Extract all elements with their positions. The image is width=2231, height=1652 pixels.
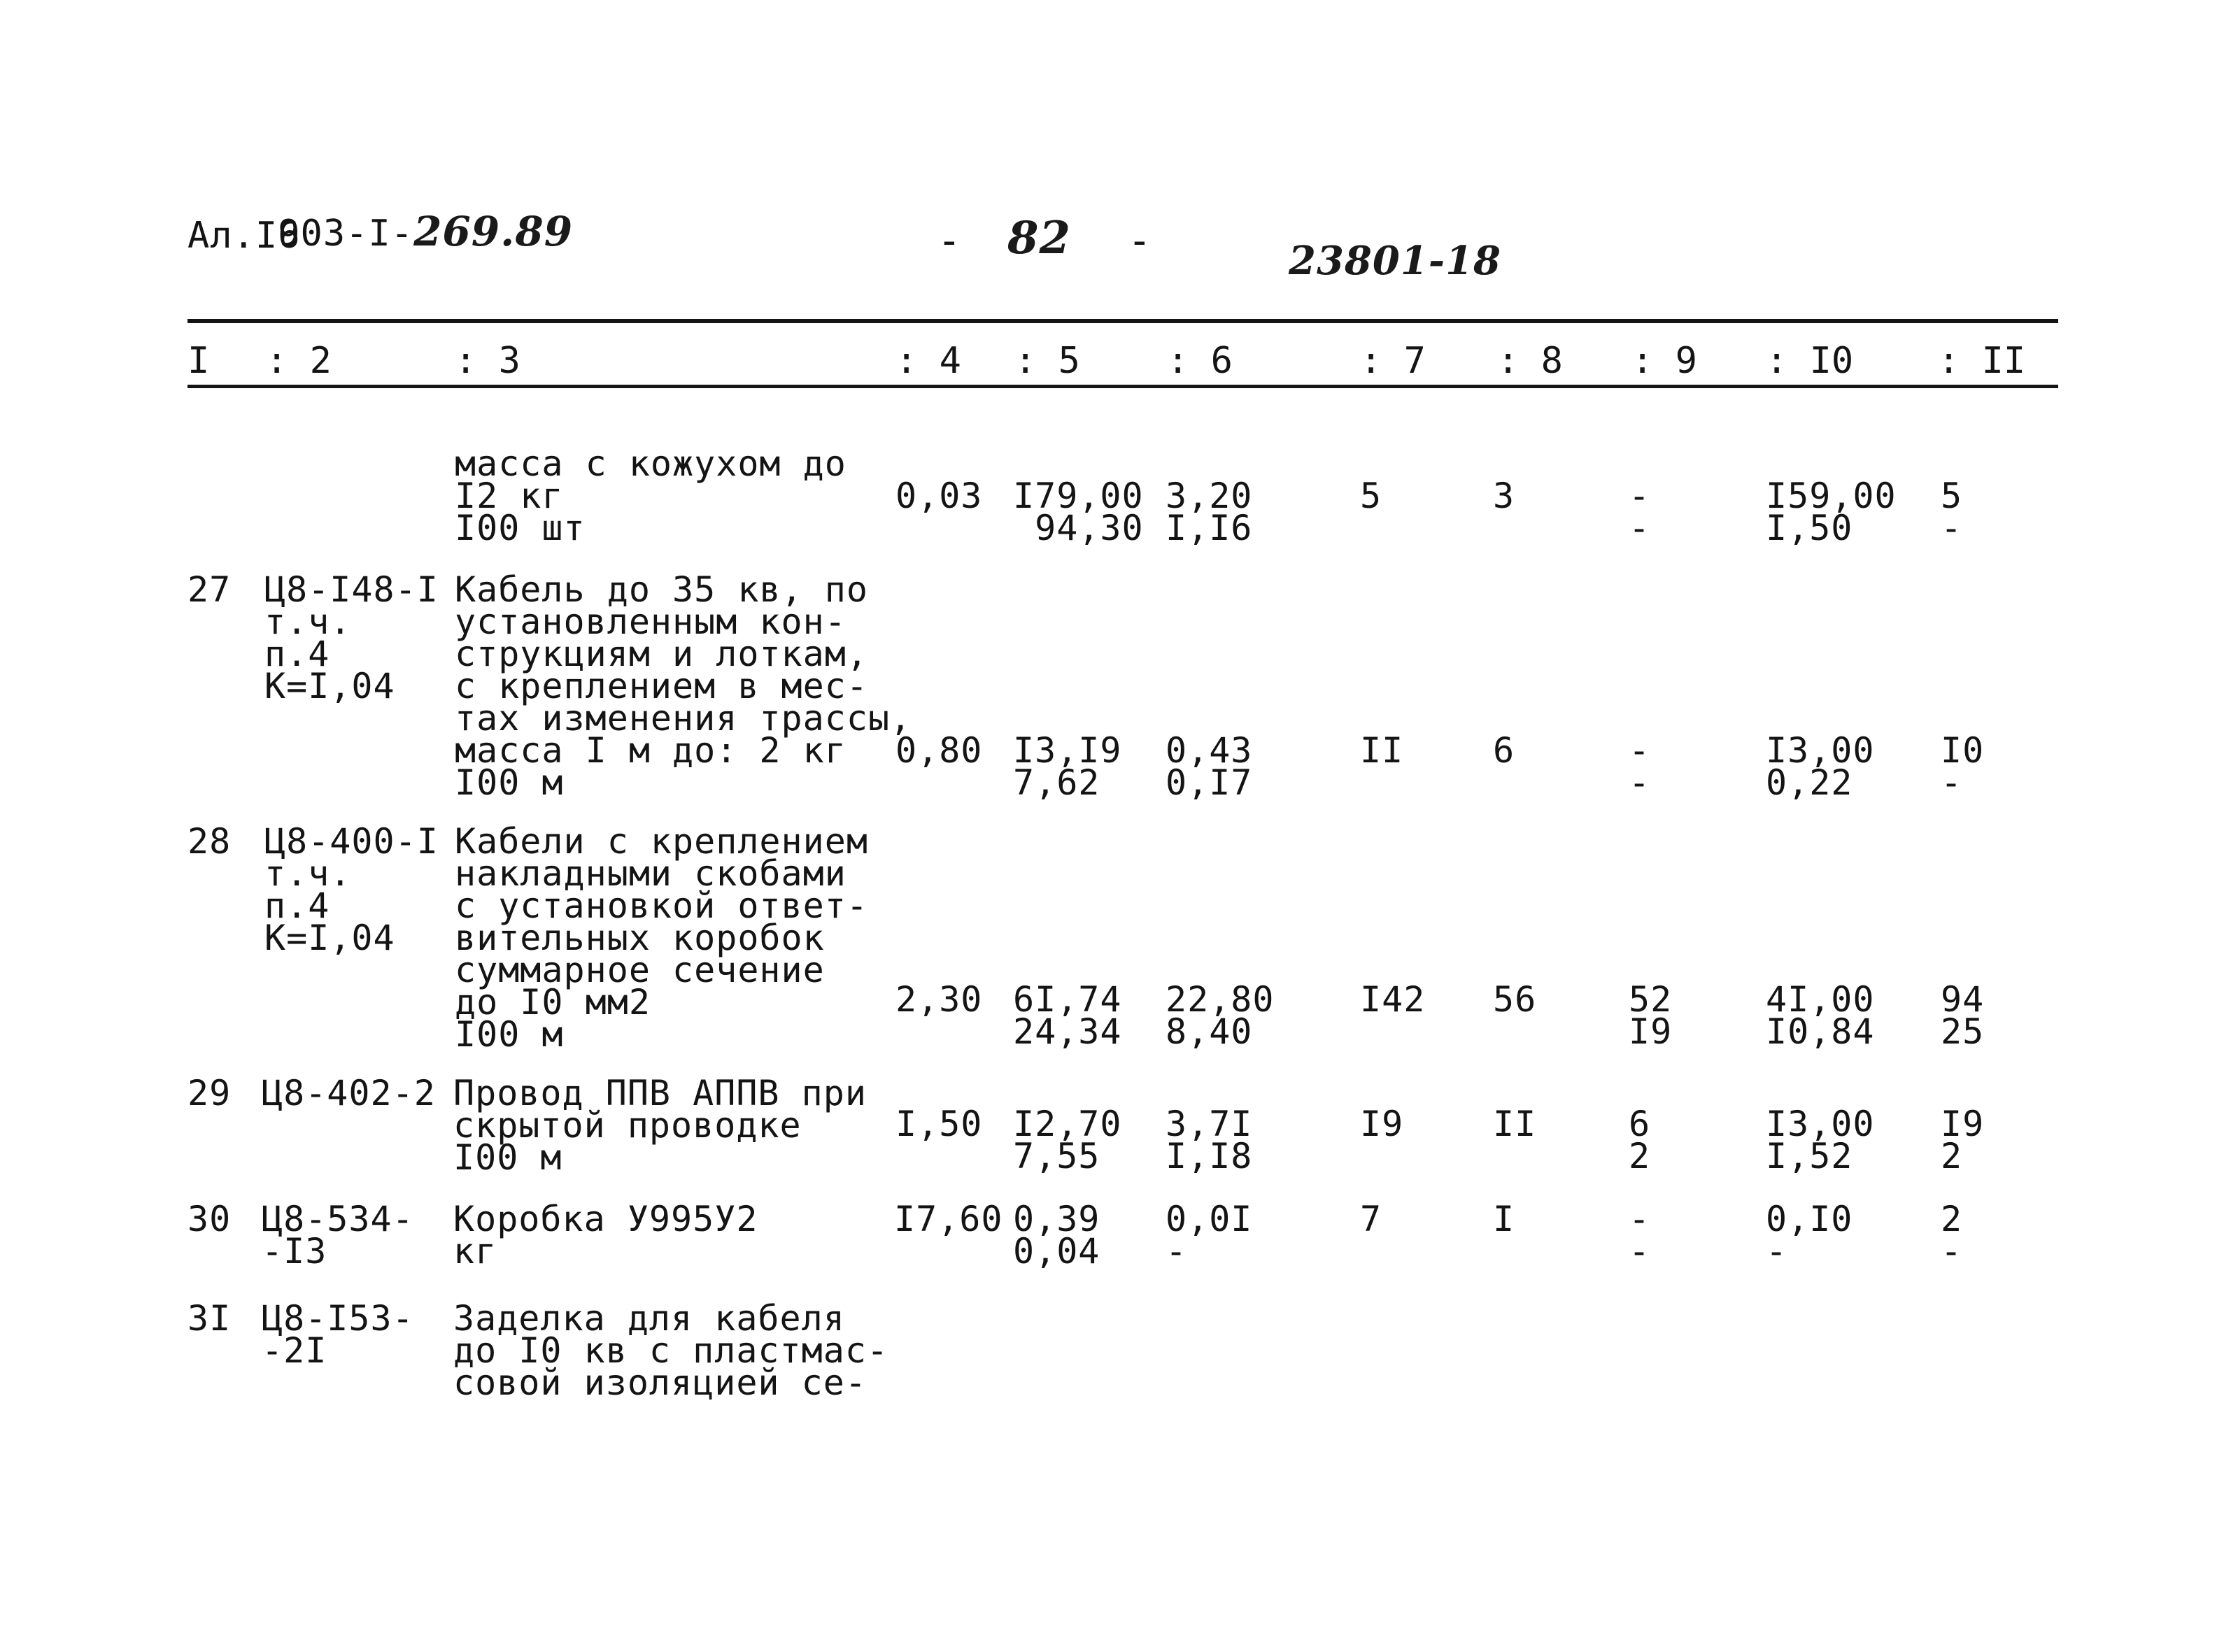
- cell-value: I9: [1629, 1011, 1673, 1052]
- cell-value: I9: [1941, 1104, 1985, 1144]
- cell-value: I59,00: [1766, 476, 1897, 516]
- cell-value: 2: [1941, 1136, 1963, 1176]
- row-number: 28: [187, 821, 232, 862]
- cell-value: -: [1629, 730, 1651, 771]
- col-header-5: : 5: [1014, 340, 1080, 382]
- cell-value: 6I,74: [1013, 979, 1122, 1020]
- cell-value: -: [1629, 508, 1651, 548]
- code-line: Ц8-I53-: [262, 1298, 414, 1339]
- col-header-2: : 2: [266, 340, 332, 382]
- description-line: с установкой ответ-: [455, 885, 868, 926]
- code-line: Ц8-400-I: [264, 821, 439, 862]
- cell-col-4: 0,03: [895, 476, 983, 516]
- cell-col-8: I: [1493, 1199, 1515, 1239]
- cell-col-6: [1166, 1104, 1253, 1176]
- cell-col-10: [1766, 979, 1875, 1052]
- description-line: с креплением в мес-: [455, 666, 868, 706]
- cell-value: -: [1629, 476, 1651, 516]
- code-line: -I3: [262, 1231, 327, 1272]
- cell-col-7: II: [1360, 730, 1404, 771]
- row-code: [262, 1298, 414, 1371]
- cell-value: 25: [1941, 1011, 1985, 1052]
- cell-col-5: [1013, 1199, 1100, 1272]
- cell-value: 22,80: [1166, 979, 1275, 1020]
- cell-col-8: 6: [1493, 730, 1515, 771]
- row-code: [262, 1199, 414, 1272]
- code-line: т.ч.: [264, 601, 352, 642]
- cell-value: 6: [1629, 1104, 1651, 1144]
- cell-value: 2: [1629, 1136, 1651, 1176]
- page-number: 82: [1007, 212, 1072, 264]
- top-rule: [187, 319, 2058, 323]
- description-line: I00 м: [453, 1137, 562, 1178]
- cell-value: -: [1941, 1231, 1963, 1272]
- inventory-number: 23801-18: [1289, 238, 1501, 284]
- row-number: 27: [187, 569, 232, 610]
- cell-value: 3,7I: [1166, 1104, 1253, 1144]
- description-line: тах изменения трассы,: [455, 698, 912, 739]
- description-line: I00 м: [455, 762, 564, 803]
- row-description: [453, 1298, 889, 1403]
- description-line: кг: [453, 1231, 497, 1272]
- cell-col-8: II: [1493, 1104, 1537, 1144]
- cell-value: I3,00: [1766, 730, 1875, 771]
- cell-value: I,52: [1766, 1136, 1853, 1176]
- doc-code-prefix: 903-I-: [278, 213, 414, 255]
- cell-col-10: [1766, 1104, 1875, 1176]
- doc-code-handwritten: 269.89: [413, 208, 574, 255]
- description-line: I00 м: [455, 1014, 564, 1055]
- cell-value: I,50: [1766, 508, 1853, 548]
- cell-col-7: I42: [1360, 979, 1426, 1020]
- code-line: п.4: [264, 885, 330, 926]
- description-line: вительных коробок: [455, 918, 825, 958]
- cell-value: -: [1766, 1231, 1788, 1272]
- cell-value: I3,I9: [1013, 730, 1122, 771]
- cell-value: 0,39: [1013, 1199, 1100, 1239]
- cell-col-4: I7,60: [894, 1199, 1003, 1239]
- code-line: п.4: [264, 634, 330, 674]
- description-line: масса I м до: 2 кг: [455, 730, 847, 771]
- row-description: [455, 443, 847, 548]
- description-line: Кабель до 35 кв, по: [455, 569, 868, 610]
- row-number: 29: [187, 1073, 232, 1113]
- cell-col-9: [1629, 1104, 1651, 1176]
- cell-col-11: [1941, 1199, 1963, 1272]
- description-line: масса с кожухом до: [455, 443, 847, 484]
- cell-value: 0,I7: [1166, 762, 1253, 803]
- cell-value: -: [1629, 1199, 1651, 1239]
- cell-col-6: [1166, 476, 1253, 548]
- cell-value: -: [1629, 1231, 1651, 1272]
- cell-col-10: [1766, 1199, 1853, 1272]
- col-header-1: I: [187, 340, 210, 382]
- cell-col-6: [1166, 979, 1275, 1052]
- cell-value: 24,34: [1013, 1011, 1122, 1052]
- row-number: 30: [187, 1199, 232, 1239]
- cell-col-11: [1941, 979, 1985, 1052]
- cell-col-9: [1629, 1199, 1651, 1272]
- cell-value: 4I,00: [1766, 979, 1875, 1020]
- cell-col-4: 2,30: [895, 979, 983, 1020]
- cell-value: 7,55: [1013, 1136, 1100, 1176]
- cell-value: I0,84: [1766, 1011, 1875, 1052]
- cell-value: 94: [1941, 979, 1985, 1020]
- cell-value: 0,I0: [1766, 1199, 1853, 1239]
- cell-col-7: 5: [1360, 476, 1382, 516]
- description-line: Коробка У995У2: [453, 1199, 758, 1239]
- cell-value: I79,00: [1013, 476, 1144, 516]
- page-dash-right: -: [1128, 218, 1152, 264]
- header-rule: [187, 385, 2058, 388]
- description-line: Кабели с креплением: [455, 821, 868, 862]
- cell-col-11: [1941, 476, 1963, 548]
- cell-col-7: I9: [1360, 1104, 1404, 1144]
- page-dash-left: -: [937, 218, 962, 264]
- col-header-11: : II: [1938, 340, 2026, 382]
- cell-value: 0,04: [1013, 1231, 1100, 1272]
- cell-value: 0,22: [1766, 762, 1853, 803]
- description-line: I2 кг: [455, 476, 564, 516]
- cell-value: I0: [1941, 730, 1985, 771]
- description-line: Провод ППВ АППВ при: [453, 1073, 867, 1113]
- cell-col-8: 56: [1493, 979, 1537, 1020]
- description-line: струкциям и лоткам,: [455, 634, 868, 674]
- code-line: К=I,04: [264, 918, 395, 958]
- cell-value: I,I8: [1166, 1136, 1253, 1176]
- cell-value: -: [1166, 1231, 1188, 1272]
- cell-value: I2,70: [1013, 1104, 1122, 1144]
- cell-col-11: [1941, 730, 1985, 803]
- album-label: Ал.I6: [187, 215, 301, 257]
- cell-value: I,I6: [1166, 508, 1253, 548]
- code-line: Ц8-402-2: [262, 1073, 436, 1113]
- cell-col-6: [1166, 1199, 1253, 1272]
- cell-value: 8,40: [1166, 1011, 1253, 1052]
- cell-col-9: [1629, 979, 1673, 1052]
- description-line: накладными скобами: [455, 853, 847, 894]
- row-description: [453, 1199, 758, 1272]
- cell-col-5: [1013, 476, 1144, 548]
- description-line: до I0 кв с пластмас-: [453, 1330, 889, 1371]
- code-line: Ц8-534-: [262, 1199, 414, 1239]
- col-header-4: : 4: [895, 340, 961, 382]
- cell-value: -: [1941, 508, 1963, 548]
- cell-value: 7,62: [1013, 762, 1100, 803]
- cell-col-10: [1766, 730, 1875, 803]
- cell-col-4: I,50: [895, 1104, 983, 1144]
- cell-col-9: [1629, 730, 1651, 803]
- cell-col-5: [1013, 730, 1122, 803]
- row-code: [264, 821, 439, 958]
- cell-col-9: [1629, 476, 1651, 548]
- cell-value: -: [1941, 762, 1963, 803]
- cell-col-4: 0,80: [895, 730, 983, 771]
- cell-col-7: 7: [1360, 1199, 1382, 1239]
- col-header-8: : 8: [1497, 340, 1563, 382]
- cell-value: 0,0I: [1166, 1199, 1253, 1239]
- code-line: К=I,04: [264, 666, 395, 706]
- row-number: 3I: [187, 1298, 232, 1339]
- description-line: до I0 мм2: [455, 982, 651, 1023]
- col-header-7: : 7: [1360, 340, 1426, 382]
- col-header-3: : 3: [455, 340, 520, 382]
- cell-value: I3,00: [1766, 1104, 1875, 1144]
- cell-col-5: [1013, 979, 1122, 1052]
- row-description: [455, 821, 868, 1055]
- col-header-10: : I0: [1766, 340, 1854, 382]
- description-line: установленным кон-: [455, 601, 847, 642]
- cell-value: 5: [1941, 476, 1963, 516]
- col-header-9: : 9: [1631, 340, 1697, 382]
- cell-value: 94,30: [1035, 508, 1144, 548]
- cell-value: -: [1629, 762, 1651, 803]
- row-description: [455, 569, 912, 803]
- code-line: т.ч.: [264, 853, 352, 894]
- col-header-6: : 6: [1167, 340, 1233, 382]
- description-line: суммарное сечение: [455, 950, 825, 990]
- cell-value: 0,43: [1166, 730, 1253, 771]
- code-line: Ц8-I48-I: [264, 569, 439, 610]
- cell-value: 3,20: [1166, 476, 1253, 516]
- cell-col-11: [1941, 1104, 1985, 1176]
- code-line: -2I: [262, 1330, 327, 1371]
- row-description: [453, 1073, 867, 1178]
- cell-col-8: 3: [1493, 476, 1515, 516]
- cell-col-10: [1766, 476, 1897, 548]
- description-line: скрытой проводке: [453, 1105, 802, 1146]
- description-line: Заделка для кабеля: [453, 1298, 845, 1339]
- cell-value: 52: [1629, 979, 1673, 1020]
- cell-value: 2: [1941, 1199, 1963, 1239]
- description-line: I00 шт: [455, 508, 586, 548]
- row-code: [262, 1073, 436, 1113]
- row-code: [264, 569, 439, 706]
- description-line: совой изоляцией се-: [453, 1362, 867, 1403]
- cell-col-6: [1166, 730, 1253, 803]
- cell-col-5: [1013, 1104, 1122, 1176]
